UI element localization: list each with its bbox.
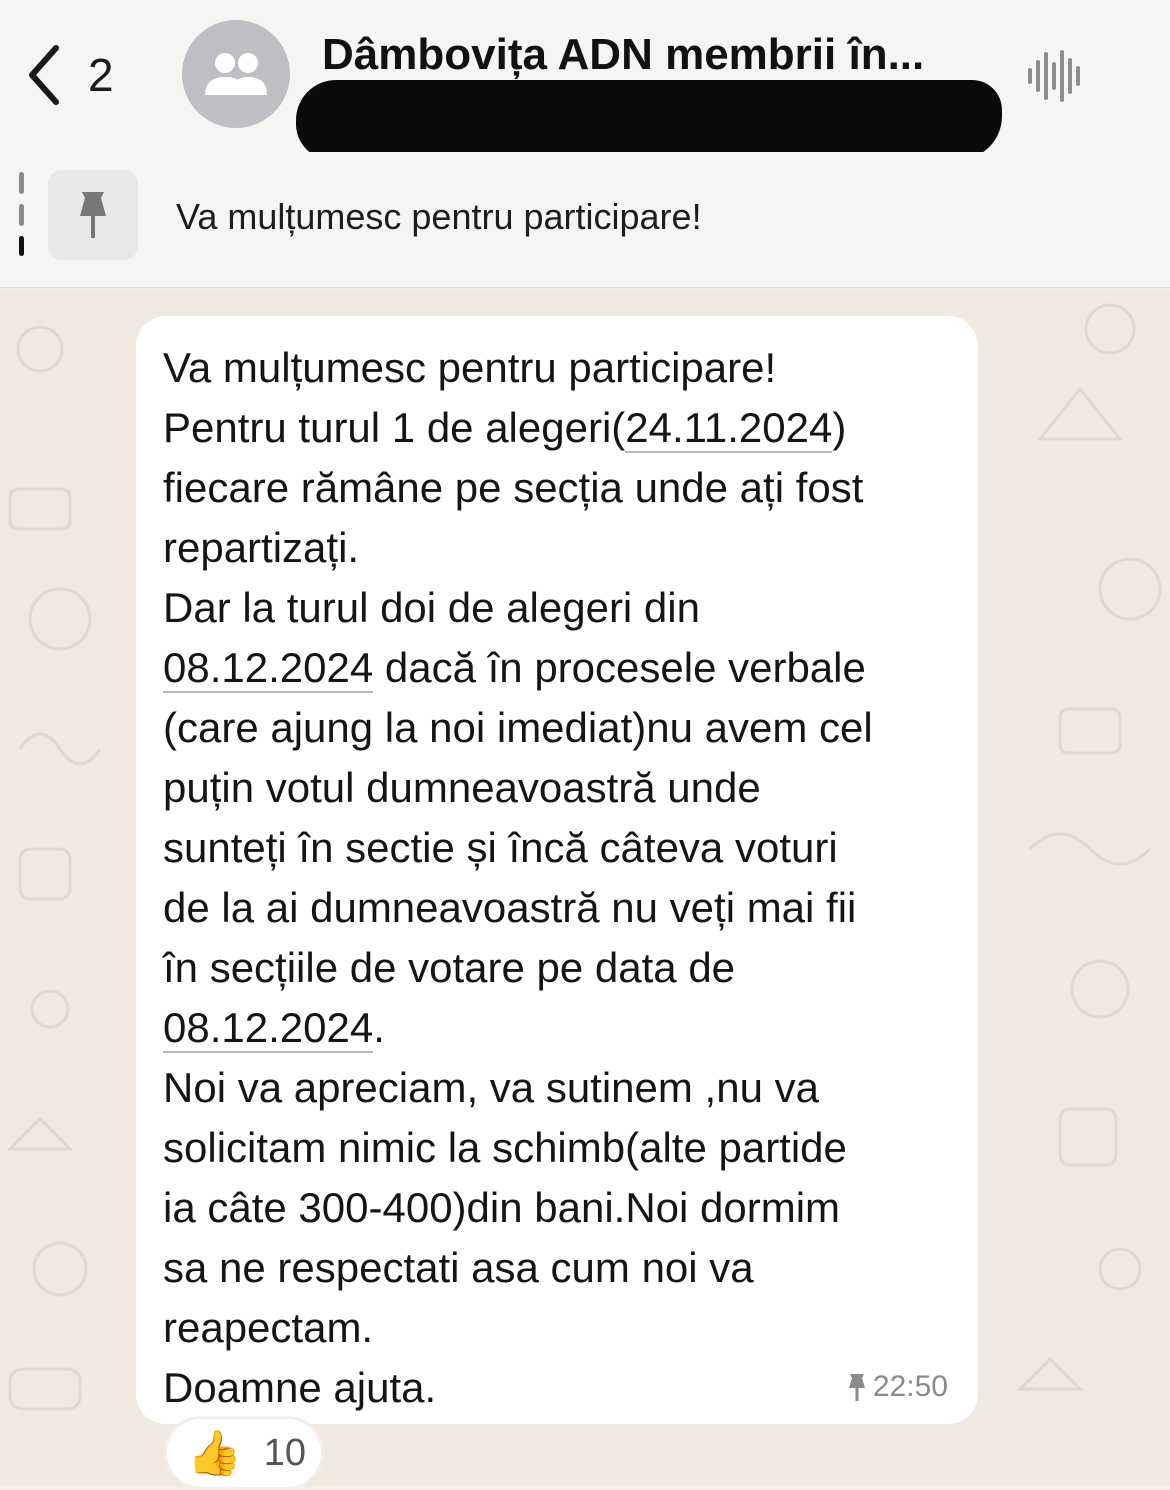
reaction-pill[interactable] bbox=[164, 1416, 324, 1490]
message-line: sunteți în sectie și încă câteva voturi bbox=[163, 824, 838, 871]
message-line: Pentru turul 1 de alegeri(24.11.2024) bbox=[163, 404, 847, 451]
pin-icon bbox=[72, 190, 114, 240]
voice-call-button[interactable] bbox=[1026, 48, 1086, 104]
message-meta bbox=[845, 1370, 948, 1404]
reaction-count: 10 bbox=[263, 1431, 307, 1474]
message-line: de la ai dumneavoastră nu veți mai fii bbox=[163, 884, 857, 931]
message-line: ia câte 300-400)din bani.Noi dormim bbox=[163, 1184, 841, 1231]
group-avatar[interactable] bbox=[182, 20, 290, 128]
thumbs-up-icon: 👍 bbox=[187, 1429, 242, 1478]
message-line: Noi va apreciam, va sutinem ,nu va bbox=[163, 1064, 819, 1111]
pin-indicator-segment bbox=[19, 204, 24, 226]
message-line: 08.12.2024. bbox=[163, 1004, 385, 1051]
back-button[interactable] bbox=[24, 40, 134, 110]
date-link[interactable]: 08.12.2024 bbox=[163, 644, 374, 691]
date-link[interactable]: 08.12.2024 bbox=[163, 1004, 374, 1051]
message-line: în secțiile de votare pe data de bbox=[163, 944, 736, 991]
pin-icon bbox=[845, 1372, 869, 1402]
message-line: 08.12.2024 dacă în procesele verbale bbox=[163, 644, 866, 691]
message-line: Dar la turul doi de alegeri din bbox=[163, 584, 700, 631]
message-line: sa ne respectati asa cum noi va bbox=[163, 1244, 754, 1291]
message-line: puțin votul dumneavoastră unde bbox=[163, 764, 761, 811]
chevron-left-icon bbox=[24, 42, 64, 108]
message-line: solicitam nimic la schimb(alte partide bbox=[163, 1124, 847, 1171]
pinned-preview-text: Va mulțumesc pentru participare! bbox=[176, 196, 702, 237]
pin-indicator-segment bbox=[19, 172, 24, 194]
message-bubble[interactable] bbox=[136, 316, 978, 1424]
unread-count: 2 bbox=[88, 49, 114, 101]
message-line: repartizați. bbox=[163, 524, 360, 571]
pin-indicator-active bbox=[19, 236, 24, 256]
message-line: fiecare rămâne pe secția unde ați fost bbox=[163, 464, 864, 511]
message-time: 22:50 bbox=[872, 1370, 948, 1403]
message-line: (care ajung la noi imediat)nu avem cel bbox=[163, 704, 873, 751]
waveform-icon bbox=[1026, 48, 1086, 104]
date-link[interactable]: 24.11.2024 bbox=[625, 404, 833, 451]
pin-icon-box bbox=[48, 170, 138, 260]
group-icon bbox=[201, 49, 271, 99]
message-line: Va mulțumesc pentru participare! bbox=[163, 344, 777, 391]
chat-header bbox=[0, 0, 1170, 152]
message-line: reapectam. bbox=[163, 1304, 374, 1351]
redacted-subtitle bbox=[296, 80, 1002, 160]
group-title[interactable]: Dâmbovița ADN membrii în... bbox=[322, 30, 925, 79]
message-line: Doamne ajuta. bbox=[163, 1364, 437, 1411]
pinned-message-bar[interactable] bbox=[0, 152, 1170, 288]
